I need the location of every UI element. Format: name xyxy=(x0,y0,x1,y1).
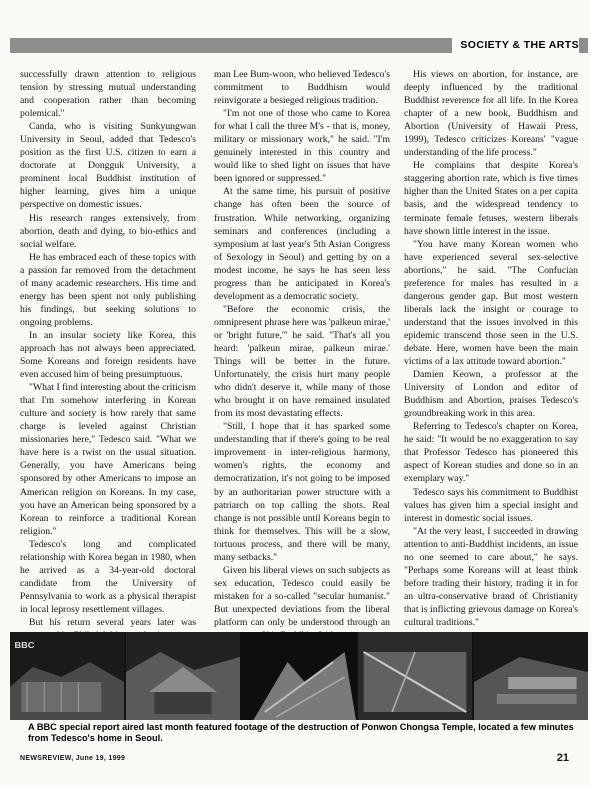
paragraph: His research ranges extensively, from abortion, death and dying, to bio-ethics and social welfare. xyxy=(20,212,196,250)
paragraph: His views on abortion, for instance, are deeply influenced by the traditional Buddhist reverence for all life. In the Korea chapter of a new book, Buddhism and Abortion (University of Hawaii Press, 1999), Tedesco criticizes Koreans' "vague understanding of the life process." xyxy=(404,69,578,159)
photo-caption: A BBC special report aired last month featured footage of the destruction of Ponwon Chongsa Temple, located a few minutes from Tedesco's home in Seoul. xyxy=(28,722,574,743)
article-column-1 xyxy=(20,68,196,642)
paragraph: He complains that despite Korea's staggering abortion rate, which is five times higher than the United States on a per capita basis, and the widespread tendency to terminate female fetuses, western liberals have shown little interest in the issue. xyxy=(404,160,578,237)
paragraph: man Lee Bum-woon, who believed Tedesco's commitment to Buddhism would reinvigorate a besieged religious tradition. xyxy=(214,69,390,107)
photo-strip xyxy=(10,632,588,720)
paragraph: successfully drawn attention to religious tension by stressing mutual understanding and cooperation rather than becoming polemical." xyxy=(20,69,196,120)
paragraph: "At the very least, I succeeded in drawing attention to anti-Buddhist incidents, an issue no one seemed to care about," he says. "Perhaps some Koreans will at least think before trading their history, trading it in for an ultra-conservative brand of Christianity that is inflicting grievous damage on Korea's cultural traditions." xyxy=(404,525,578,628)
temple-destruction-photo xyxy=(358,632,472,720)
paragraph: "What I find interesting about the criticism that I'm somehow interfering in Korean culture and society is how rarely that same charge is leveled against Christian missionaries here," Tedesco said. "What we have here is a twist on the usual situation. Generally, you have Americans being sponsored by other Americans to impose an American religion on Koreans. In my case, you have an American being sponsored by a Korean to reinforce a traditional Korean religion." xyxy=(20,382,196,537)
paragraph: "Still, I hope that it has sparked some understanding that if there's going to be real improvement in inter-religious harmony, women's rights, the economy and democratization, it's not going to be imposed by an authoritarian power structure with a patriarch on top calling the shots. Real change is not possible until Koreans begin to think for themselves. This will be a slow, tortuous process, and there will be many, many setbacks." xyxy=(214,421,390,563)
article-column-2 xyxy=(214,68,390,642)
page-number: 21 xyxy=(556,752,569,764)
temple-destruction-photo xyxy=(242,632,356,720)
section-title: SOCIETY & THE ARTS xyxy=(452,37,579,54)
paragraph: Tedesco says his commitment to Buddhist values has given him a special insight and interest in domestic social issues. xyxy=(404,486,578,524)
paragraph: Damien Keown, a professor at the University of London and editor of Buddhism and Abortion, praises Tedesco's groundbreaking work in this area. xyxy=(404,369,578,420)
paragraph: "Before the economic crisis, the omnipresent phrase here was 'palkeun mirae,' or 'bright future,'" he said. "That's all you heard: 'palkeun mirae, palkeun mirae.' Things will be better in the future. Unfortunately, the crisis hurt many people who didn't deserve it, while many of those who brought it on have remained insulated from its most devastating effects. xyxy=(214,303,390,420)
paragraph: But his return several years later was xyxy=(29,616,196,628)
temple-destruction-photo xyxy=(126,632,240,720)
paragraph: Canda, who is visiting Sunkyungwan University in Seoul, added that Tedesco's position as the first U.S. citizen to earn a doctorate at Dongguk University, a prominent local Buddhist institution of higher learning, gives him a unique perspective on domestic issues. xyxy=(20,121,196,211)
paragraph: Referring to Tedesco's chapter on Korea, he said: "It would be no exaggeration to say that Professor Tedesco has pioneered this aspect of Korean studies and done so in an exemplary way." xyxy=(404,421,578,485)
paragraph: In an insular society like Korea, this approach has not always been appreciated. Some Koreans and foreign residents have even accused him of being presumptuous. xyxy=(20,329,196,381)
paragraph: "You have many Korean women who have experienced several sex-selective abortions," he said. "The Confucian preference for males has resulted in a dangerous gender gap. But most western liberals lack the insight or courage to understand that the issues involved in this epidemic transcend those seen in the U.S. debate. Here, women have been the main victims of a lax attitude toward abortion." xyxy=(404,238,578,368)
bbc-overlay-text: BBC xyxy=(14,640,35,650)
footer-publication: NEWSREVIEW, June 19, 1999 xyxy=(20,755,126,762)
temple-destruction-photo xyxy=(474,632,588,720)
paragraph: Tedesco's long and complicated relationship with Korea began in 1980, when he arrived as a 34-year-old doctoral candidate from the University of Pennsylvania to work as a physical therapist in local leprosy resettlement villages. xyxy=(20,538,196,615)
paragraph: He has embraced each of these topics with a passion far removed from the detachment of many academic researchers. His time and energy has been spent not only publishing his findings, but seeking solutions to ongoing problems. xyxy=(20,251,196,328)
article-column-3 xyxy=(404,68,578,657)
paragraph: "I'm not one of those who came to Korea for what I call the three M's - that is, money, military or missionary work," he said. "I'm genuinely interested in this country and would like to shed light on issues that have been ignored or suppressed." xyxy=(214,108,390,185)
paragraph: At the same time, his pursuit of positive change has often been the source of frustration. While networking, organizing seminars and conferences (including a symposium at last year's 5th Asian Congress of Sexology in Seoul) and getting by on a modest income, he says he has seen less progress than he anticipated in Korea's development as a democratic society. xyxy=(214,186,390,302)
temple-destruction-photo xyxy=(10,632,124,720)
paragraph: Given his liberal views on such subjects as sex education, Tedesco could easily be mistaken for a so-called "secular humanist." But unexpected deviations from the liberal platform can only be understood through an xyxy=(214,564,390,628)
